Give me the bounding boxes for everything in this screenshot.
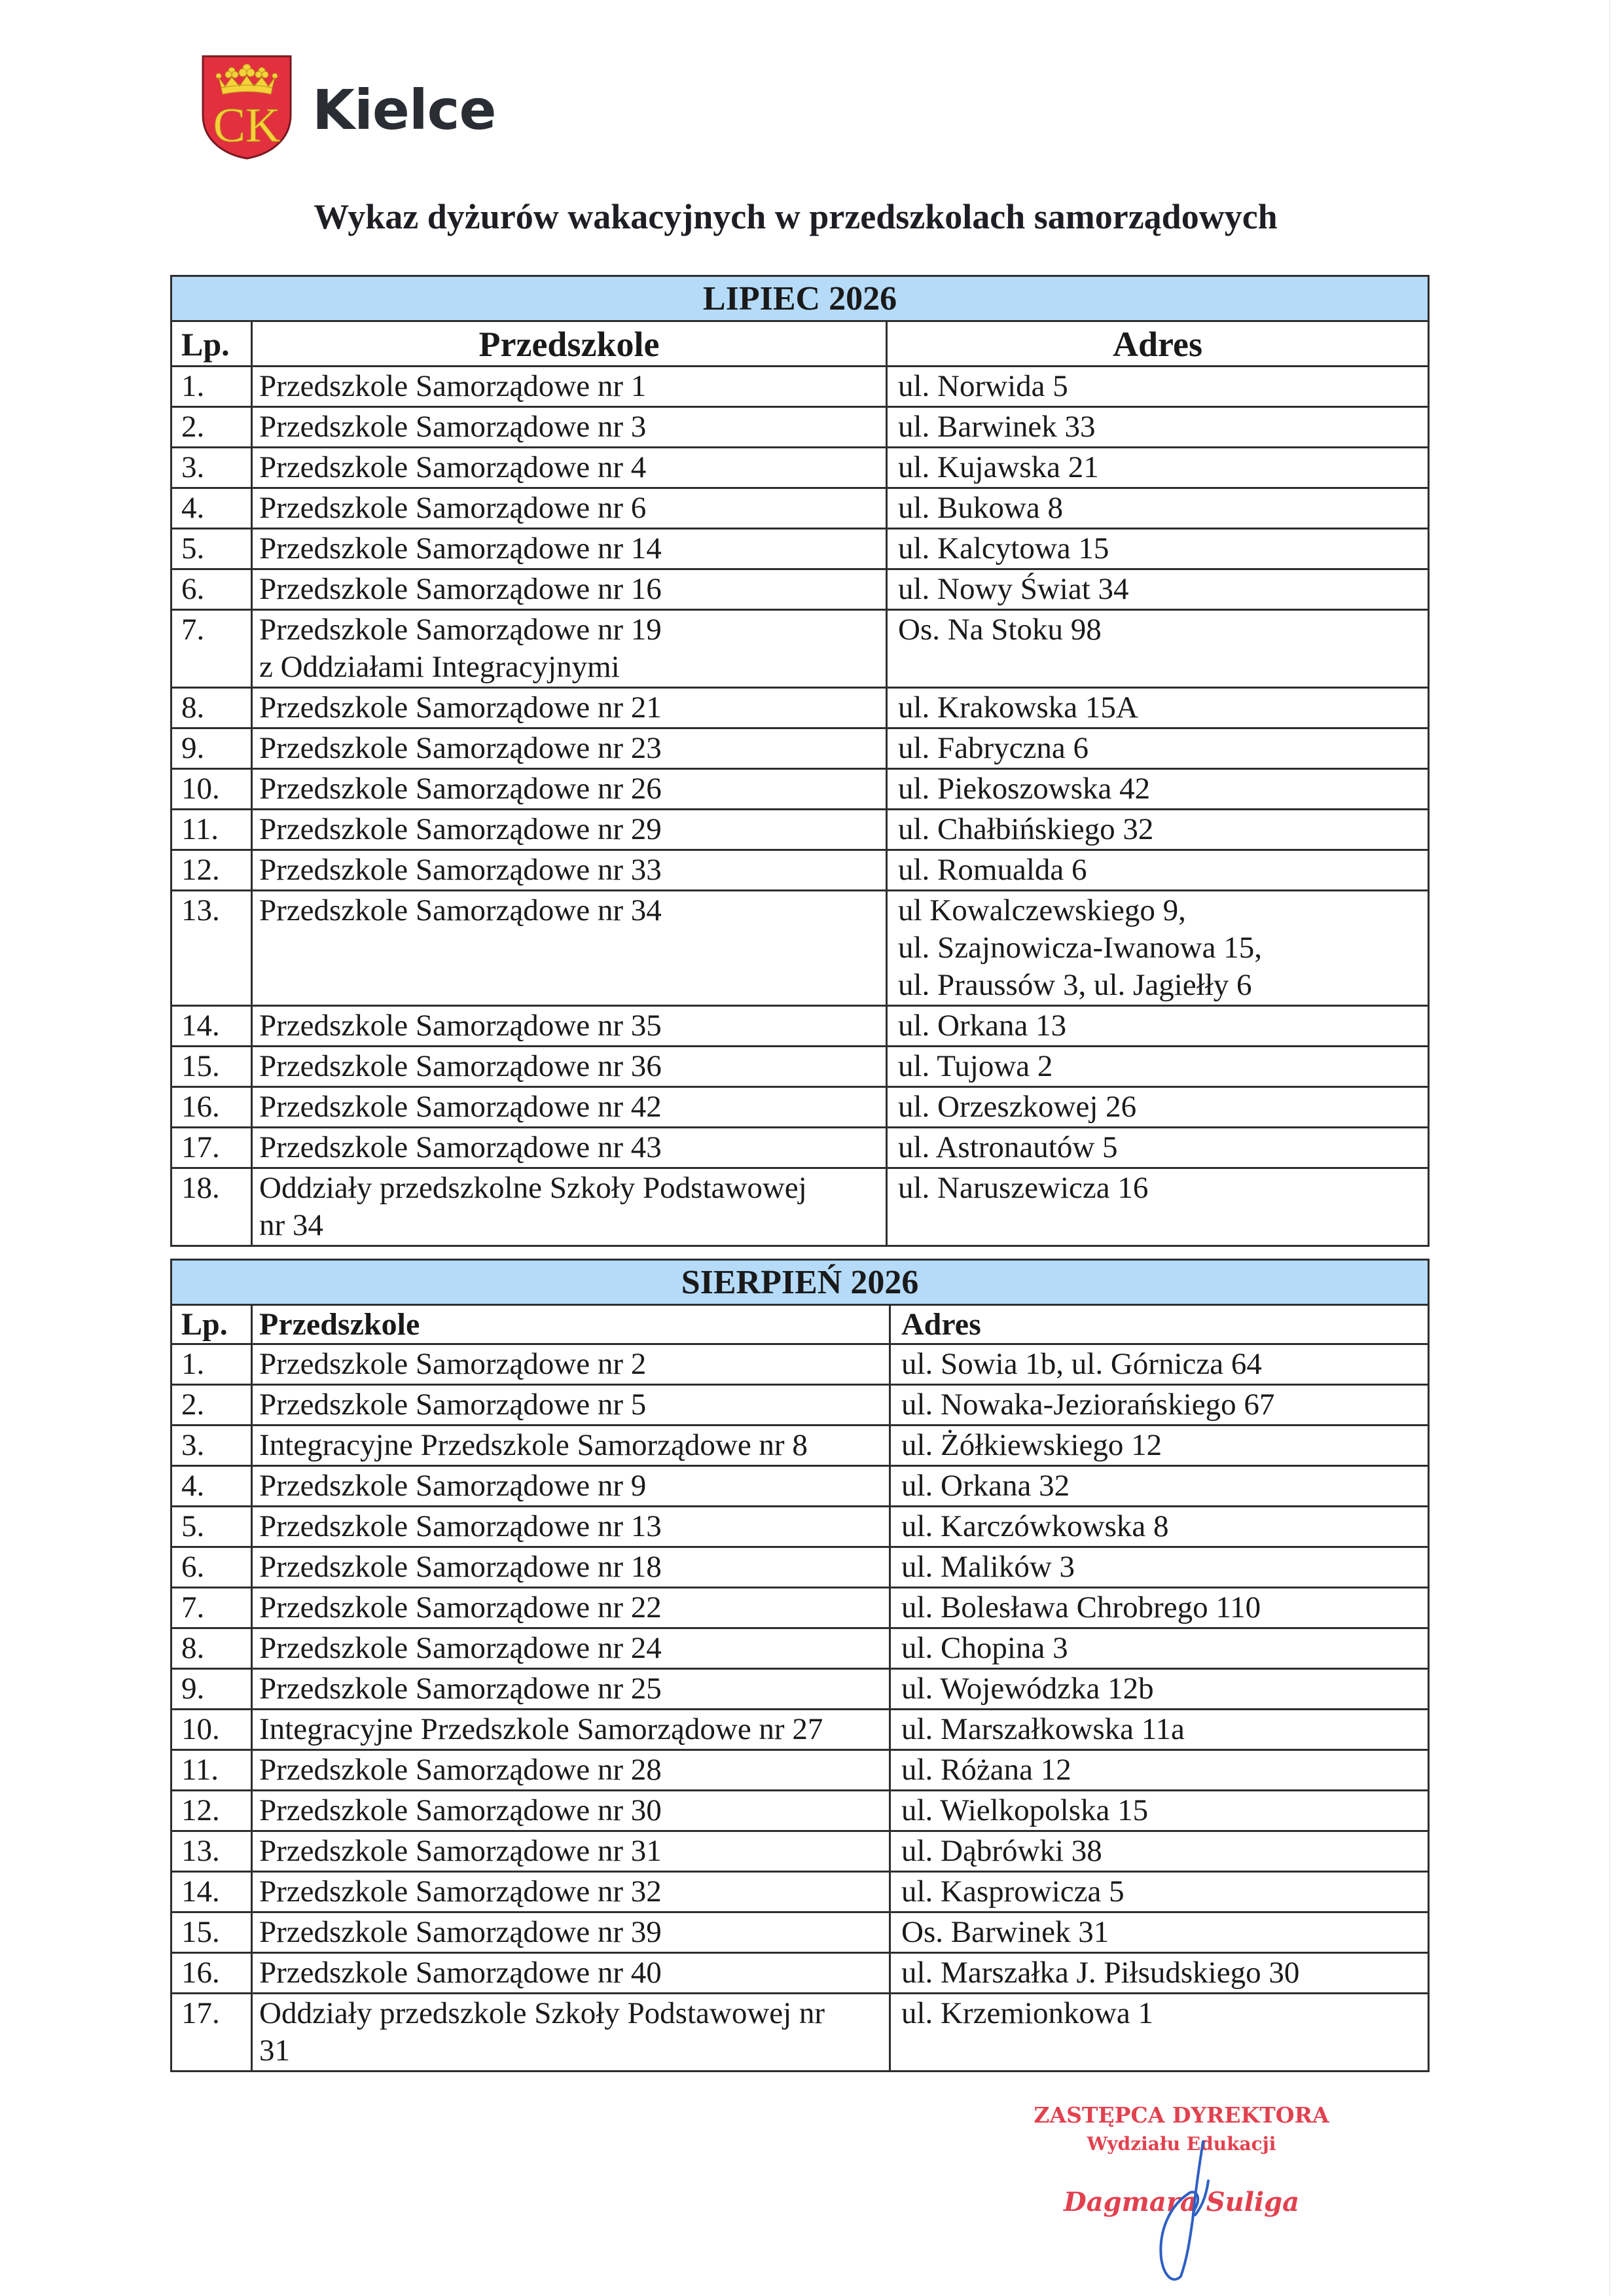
school-address (890, 1831, 1429, 1872)
school-address (887, 728, 1429, 769)
address-continuation: ul. Praussów 3, ul. Jagiełły 6 (898, 968, 1252, 1002)
address-line: ul. Żółkiewskiego 12 (901, 1428, 1162, 1462)
row-number: 2. (171, 407, 252, 448)
table-row (171, 810, 1429, 850)
row-number: 8. (171, 688, 252, 728)
address-line: ul. Orkana 32 (901, 1469, 1070, 1503)
school-name-line: Przedszkole Samorządowe nr 24 (259, 1631, 662, 1665)
table-row (171, 407, 1429, 448)
school-name (252, 1872, 890, 1912)
table-row (171, 367, 1429, 407)
school-name (252, 1168, 887, 1246)
school-name-line: Przedszkole Samorządowe nr 9 (259, 1469, 647, 1503)
school-name-continuation: z Oddziałami Integracyjnymi (259, 650, 620, 684)
school-name-line: Przedszkole Samorządowe nr 13 (259, 1509, 662, 1543)
address-line: ul. Nowy Świat 34 (898, 572, 1129, 606)
row-number: 11. (171, 810, 252, 850)
address-line: ul. Dąbrówki 38 (901, 1834, 1102, 1868)
school-name (252, 810, 887, 850)
school-address (890, 1710, 1429, 1750)
school-address (890, 1628, 1429, 1669)
address-line: ul Kowalczewskiego 9, (898, 893, 1186, 927)
address-line: ul. Bukowa 8 (898, 491, 1063, 525)
handwritten-signature (1021, 2068, 1388, 2291)
school-address (890, 1426, 1429, 1466)
school-address (890, 1466, 1429, 1507)
column-header-address: Adres (890, 1305, 1429, 1344)
row-number: 13. (171, 891, 252, 1006)
address-line: ul. Tujowa 2 (898, 1049, 1053, 1083)
table-row (171, 1831, 1429, 1872)
column-header-address: Adres (887, 321, 1429, 367)
school-address (890, 1588, 1429, 1628)
school-name-line: Przedszkole Samorządowe nr 28 (259, 1753, 662, 1787)
address-line: ul. Nowaka-Jeziorańskiego 67 (901, 1388, 1275, 1422)
school-name-line: Integracyjne Przedszkole Samorządowe nr 8 (259, 1428, 808, 1462)
school-name (252, 1710, 890, 1750)
address-line: ul. Astronautów 5 (898, 1130, 1118, 1164)
school-name-line: Przedszkole Samorządowe nr 33 (259, 853, 662, 887)
table-row (171, 529, 1429, 569)
school-address (890, 1669, 1429, 1710)
column-header-lp: Lp. (171, 321, 252, 367)
school-name-line: Przedszkole Samorządowe nr 23 (259, 731, 662, 765)
school-name-line: Przedszkole Samorządowe nr 2 (259, 1347, 647, 1381)
address-continuation: ul. Szajnowicza-Iwanowa 15, (898, 931, 1262, 965)
address-line: ul. Wojewódzka 12b (901, 1672, 1154, 1706)
address-line: ul. Karczówkowska 8 (901, 1509, 1169, 1543)
address-line: ul. Chałbińskiego 32 (898, 812, 1154, 846)
school-name-continuation: nr 34 (259, 1208, 323, 1242)
school-name-line: Przedszkole Samorządowe nr 5 (259, 1388, 647, 1422)
school-name-line: Przedszkole Samorządowe nr 42 (259, 1090, 662, 1124)
row-number: 3. (171, 448, 252, 488)
column-header-school: Przedszkole (252, 321, 887, 367)
school-name (252, 1588, 890, 1628)
school-name (252, 1791, 890, 1831)
address-line: Os. Na Stoku 98 (898, 613, 1102, 647)
school-name-line: Przedszkole Samorządowe nr 1 (259, 369, 647, 403)
school-address (890, 1994, 1429, 2072)
school-name (252, 1628, 890, 1669)
month-header-row (171, 276, 1429, 321)
school-name (252, 1831, 890, 1872)
school-address (890, 1750, 1429, 1791)
row-number: 9. (171, 728, 252, 769)
table-row (171, 488, 1429, 529)
address-line: ul. Krakowska 15A (898, 691, 1138, 725)
school-name-line: Przedszkole Samorządowe nr 6 (259, 491, 647, 525)
address-line: ul. Kujawska 21 (898, 450, 1099, 484)
table-row (171, 1087, 1429, 1128)
school-address (887, 850, 1429, 891)
table-row (171, 728, 1429, 769)
address-line: ul. Orkana 13 (898, 1009, 1067, 1043)
brand-name: Kielce (312, 78, 496, 142)
official-stamp (1021, 2068, 1388, 2291)
page-title (0, 194, 1620, 240)
address-line: ul. Romualda 6 (898, 853, 1087, 887)
school-name-line: Przedszkole Samorządowe nr 35 (259, 1009, 662, 1043)
table-row (171, 688, 1429, 728)
school-name-line: Przedszkole Samorządowe nr 40 (259, 1956, 662, 1990)
row-number: 5. (171, 529, 252, 569)
address-line: ul. Krzemionkowa 1 (901, 1996, 1154, 2030)
row-number: 10. (171, 769, 252, 810)
school-name (252, 1087, 887, 1128)
school-name (252, 688, 887, 728)
school-name-line: Przedszkole Samorządowe nr 21 (259, 691, 662, 725)
school-name-line: Przedszkole Samorządowe nr 43 (259, 1130, 662, 1164)
table-row (171, 1385, 1429, 1426)
school-name-line: Przedszkole Samorządowe nr 3 (259, 410, 647, 444)
row-number: 7. (171, 1588, 252, 1628)
table-row (171, 569, 1429, 610)
month-header-row (171, 1260, 1429, 1305)
school-name (252, 1385, 890, 1426)
table-row (171, 1507, 1429, 1547)
table-row (171, 1128, 1429, 1168)
school-name (252, 1344, 890, 1385)
table-row (171, 1710, 1429, 1750)
row-number: 7. (171, 610, 252, 688)
school-name (252, 407, 887, 448)
school-name (252, 728, 887, 769)
july-duty-table (170, 275, 1430, 1247)
school-name-line: Przedszkole Samorządowe nr 34 (259, 893, 662, 927)
school-name (252, 488, 887, 529)
table-row (171, 850, 1429, 891)
row-number: 18. (171, 1168, 252, 1246)
school-name (252, 610, 887, 688)
school-address (887, 367, 1429, 407)
school-name-continuation: 31 (259, 2034, 290, 2068)
address-line: ul. Barwinek 33 (898, 410, 1096, 444)
row-number: 2. (171, 1385, 252, 1426)
school-name (252, 529, 887, 569)
page-title-text: Wykaz dyżurów wakacyjnych w przedszkolach samorządowych (314, 197, 1278, 236)
school-address (887, 569, 1429, 610)
address-line: ul. Chopina 3 (901, 1631, 1068, 1665)
stamp-department: Wydziału Edukacji (1087, 2133, 1276, 2155)
school-address (887, 1168, 1429, 1246)
row-number: 10. (171, 1710, 252, 1750)
coat-of-arms-icon (202, 55, 292, 160)
row-number: 14. (171, 1872, 252, 1912)
school-address (890, 1507, 1429, 1547)
row-number: 8. (171, 1628, 252, 1669)
table-row (171, 1953, 1429, 1994)
school-name (252, 1507, 890, 1547)
school-name-line: Przedszkole Samorządowe nr 16 (259, 572, 662, 606)
school-name (252, 1912, 890, 1953)
school-address (890, 1547, 1429, 1588)
table-row (171, 1750, 1429, 1791)
address-line: ul. Bolesława Chrobrego 110 (901, 1590, 1261, 1624)
school-address (887, 407, 1429, 448)
school-name-line: Przedszkole Samorządowe nr 30 (259, 1793, 662, 1827)
month-header: LIPIEC 2026 (171, 276, 1429, 321)
column-header-school: Przedszkole (252, 1305, 890, 1344)
logo-letters: CK (213, 99, 281, 152)
school-address (890, 1912, 1429, 1953)
school-name (252, 1994, 890, 2072)
table-row (171, 1466, 1429, 1507)
table-row (171, 1791, 1429, 1831)
table-row (171, 1628, 1429, 1669)
school-address (887, 1047, 1429, 1087)
row-number: 16. (171, 1953, 252, 1994)
school-address (887, 1006, 1429, 1047)
school-address (887, 891, 1429, 1006)
school-address (890, 1953, 1429, 1994)
school-name (252, 1128, 887, 1168)
address-line: ul. Wielkopolska 15 (901, 1793, 1149, 1827)
month-header: SIERPIEŃ 2026 (171, 1260, 1429, 1305)
address-line: ul. Kalcytowa 15 (898, 531, 1109, 565)
row-number: 12. (171, 850, 252, 891)
column-header-row (171, 321, 1429, 367)
table-row (171, 891, 1429, 1006)
school-name (252, 1750, 890, 1791)
school-address (887, 1128, 1429, 1168)
school-name-line: Oddziały przedszkole Szkoły Podstawowej nr (259, 1996, 825, 2030)
row-number: 6. (171, 1547, 252, 1588)
school-name (252, 1669, 890, 1710)
school-address (890, 1385, 1429, 1426)
table-row (171, 769, 1429, 810)
row-number: 6. (171, 569, 252, 610)
table-row (171, 1047, 1429, 1087)
row-number: 13. (171, 1831, 252, 1872)
row-number: 16. (171, 1087, 252, 1128)
school-name (252, 1047, 887, 1087)
school-address (887, 688, 1429, 728)
address-line: ul. Malików 3 (901, 1550, 1075, 1584)
school-name-line: Przedszkole Samorządowe nr 14 (259, 531, 662, 565)
school-name-line: Przedszkole Samorządowe nr 26 (259, 772, 662, 806)
scan-artifact-line (1609, 0, 1610, 2296)
address-line: ul. Sowia 1b, ul. Górnicza 64 (901, 1347, 1262, 1381)
school-name (252, 850, 887, 891)
school-name-line: Przedszkole Samorządowe nr 29 (259, 812, 662, 846)
table-row (171, 1588, 1429, 1628)
table-row (171, 1547, 1429, 1588)
school-name (252, 367, 887, 407)
row-number: 14. (171, 1006, 252, 1047)
table-row (171, 1912, 1429, 1953)
stamp-title: ZASTĘPCA DYREKTORA (1034, 2102, 1329, 2128)
column-header-row (171, 1305, 1429, 1344)
school-name (252, 769, 887, 810)
address-line: ul. Norwida 5 (898, 369, 1068, 403)
row-number: 15. (171, 1047, 252, 1087)
table-row (171, 1872, 1429, 1912)
school-name (252, 1547, 890, 1588)
table-row (171, 610, 1429, 688)
school-name-line: Przedszkole Samorządowe nr 31 (259, 1834, 662, 1868)
row-number: 1. (171, 1344, 252, 1385)
school-name-line: Przedszkole Samorządowe nr 18 (259, 1550, 662, 1584)
school-name (252, 891, 887, 1006)
row-number: 12. (171, 1791, 252, 1831)
address-line: ul. Fabryczna 6 (898, 731, 1089, 765)
address-line: ul. Naruszewicza 16 (898, 1171, 1149, 1205)
august-duty-table (170, 1259, 1430, 2072)
row-number: 4. (171, 488, 252, 529)
school-address (887, 610, 1429, 688)
city-logo (202, 55, 496, 161)
address-line: ul. Marszałka J. Piłsudskiego 30 (901, 1956, 1300, 1990)
school-name (252, 1953, 890, 1994)
row-number: 11. (171, 1750, 252, 1791)
row-number: 9. (171, 1669, 252, 1710)
school-name-line: Oddziały przedszkolne Szkoły Podstawowej (259, 1171, 807, 1205)
table-row (171, 1344, 1429, 1385)
school-name (252, 448, 887, 488)
school-address (887, 529, 1429, 569)
row-number: 3. (171, 1426, 252, 1466)
address-line: Os. Barwinek 31 (901, 1915, 1109, 1949)
table-row (171, 1168, 1429, 1246)
row-number: 4. (171, 1466, 252, 1507)
row-number: 15. (171, 1912, 252, 1953)
table-row (171, 1006, 1429, 1047)
school-name (252, 1426, 890, 1466)
address-line: ul. Marszałkowska 11a (901, 1712, 1185, 1746)
row-number: 1. (171, 367, 252, 407)
school-name (252, 1006, 887, 1047)
school-address (890, 1791, 1429, 1831)
row-number: 5. (171, 1507, 252, 1547)
school-name-line: Integracyjne Przedszkole Samorządowe nr 27 (259, 1712, 823, 1746)
address-line: ul. Piekoszowska 42 (898, 772, 1151, 806)
school-address (890, 1344, 1429, 1385)
school-name-line: Przedszkole Samorządowe nr 32 (259, 1874, 662, 1909)
column-header-lp: Lp. (171, 1305, 252, 1344)
school-name (252, 1466, 890, 1507)
table-row (171, 1426, 1429, 1466)
school-address (887, 1087, 1429, 1128)
school-address (887, 448, 1429, 488)
address-line: ul. Różana 12 (901, 1753, 1071, 1787)
school-name-line: Przedszkole Samorządowe nr 36 (259, 1049, 662, 1083)
school-name-line: Przedszkole Samorządowe nr 22 (259, 1590, 662, 1624)
school-address (887, 810, 1429, 850)
table-row (171, 1994, 1429, 2072)
school-name-line: Przedszkole Samorządowe nr 39 (259, 1915, 662, 1949)
school-name-line: Przedszkole Samorządowe nr 25 (259, 1672, 662, 1706)
table-row (171, 1669, 1429, 1710)
address-line: ul. Kasprowicza 5 (901, 1874, 1125, 1909)
school-address (890, 1872, 1429, 1912)
table-row (171, 448, 1429, 488)
row-number: 17. (171, 1994, 252, 2072)
school-address (887, 488, 1429, 529)
stamp-name: Dagmara Suliga (1064, 2187, 1299, 2217)
row-number: 17. (171, 1128, 252, 1168)
school-address (887, 769, 1429, 810)
school-name-line: Przedszkole Samorządowe nr 4 (259, 450, 647, 484)
address-line: ul. Orzeszkowej 26 (898, 1090, 1137, 1124)
school-name-line: Przedszkole Samorządowe nr 19 (259, 613, 662, 647)
school-name (252, 569, 887, 610)
